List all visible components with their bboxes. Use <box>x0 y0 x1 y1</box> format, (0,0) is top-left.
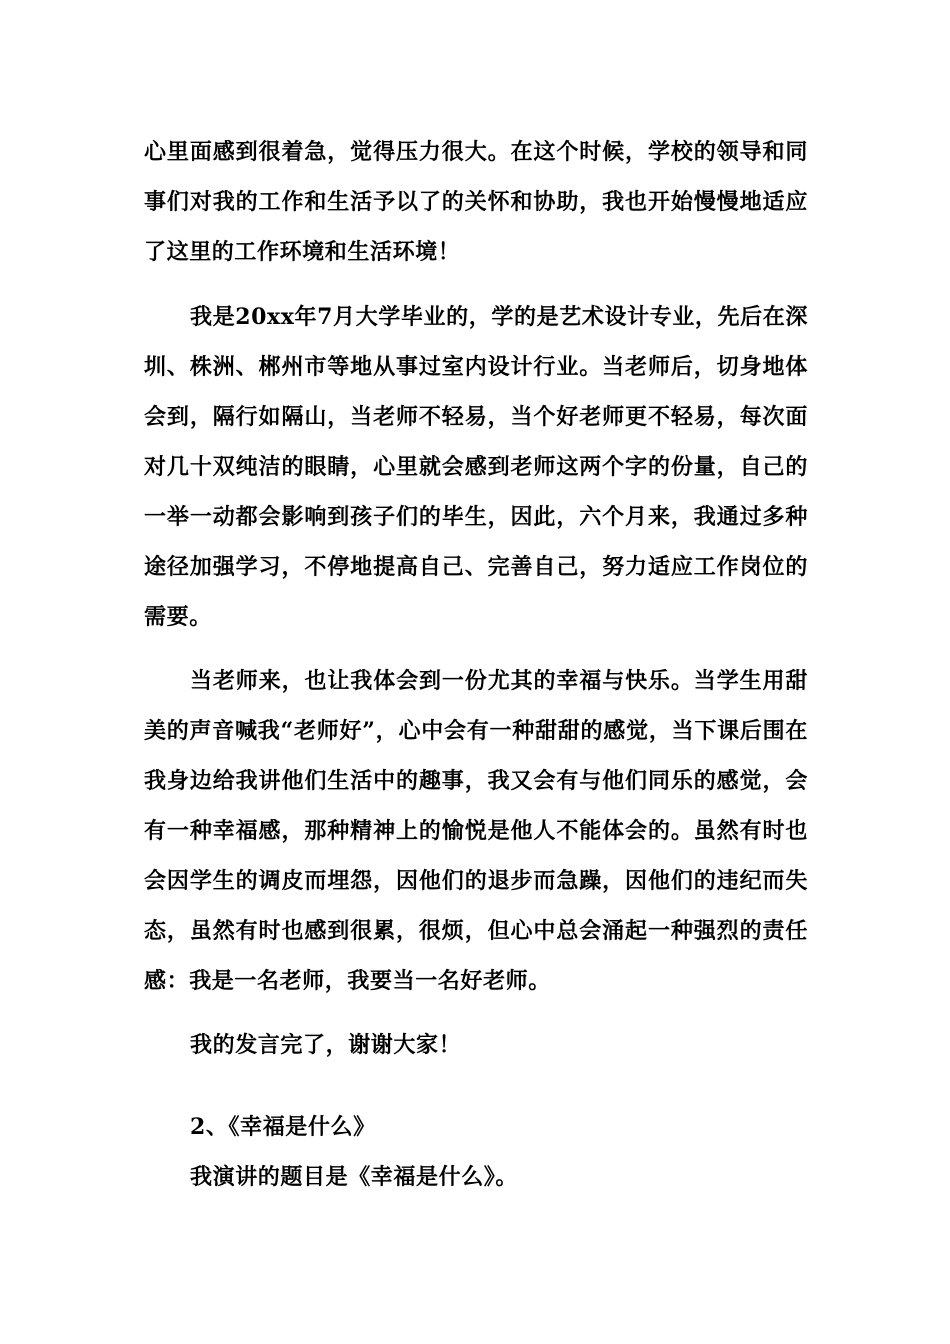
paragraph-speech-title: 我演讲的题目是《幸福是什么》。 <box>190 1164 519 1190</box>
paragraph-closing: 我的发言完了，谢谢大家！ <box>190 1032 462 1058</box>
paragraph-continued: 心里面感到很着急，觉得压力很大。在这个时候，学校的领导和同事们对我的工作和生活予以了的关怀和协助，我也开始慢慢地适应了这里的工作环境和生活环境！ <box>144 139 808 265</box>
section-heading: 2、《幸福是什么》 <box>190 1114 376 1140</box>
paragraph-happiness: 当老师来，也让我体会到一份尤其的幸福与快乐。当学生用甜美的声音喊我“老师好”，心中会有一种甜甜的感觉，当下课后围在我身边给我讲他们生活中的趣事，我又会有与他们同乐的感觉，会有一种幸福感，那种精神上的愉悦是他人不能体会的。虽然有时也会因学生的调皮而埋怨，因他们的退步而急躁，因他们的违纪而失态，虽然有时也感到很累，很烦，但心中总会涌起一种强烈的责任感：我是一名老师，我要当一名好老师。 <box>144 668 808 994</box>
paragraph-background: 我是20xx年7月大学毕业的，学的是艺术设计专业，先后在深圳、株洲、郴州市等地从事过室内设计行业。当老师后，切身地体会到，隔行如隔山，当老师不轻易，当个好老师更不轻易，每次面对几十双纯洁的眼睛，心里就会感到老师这两个字的份量，自己的一举一动都会影响到孩子们的毕生，因此，六个月来，我通过多种途径加强学习，不停地提高自己、完善自己，努力适应工作岗位的需要。 <box>144 304 808 630</box>
